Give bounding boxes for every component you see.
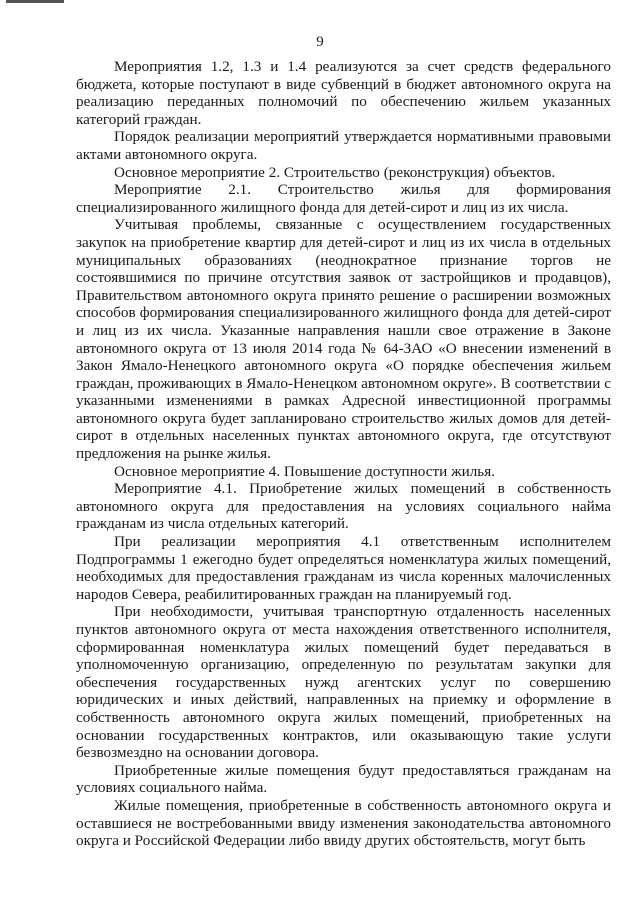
paragraph-nomenclature: При реализации мероприятия 4.1 ответственным исполнителем Подпрограммы 1 ежегодно будет определяться номенклатура жилых помещений, необходимых для предоставления гражданам из числа коренных малочисленных народов Севера, реабилитированных граждан на планируемый год. [76,533,611,603]
paragraph-social-rent: Приобретенные жилые помещения будут предоставляться гражданам на условиях социального найма. [76,761,611,797]
paragraph-measure-4-1: Мероприятие 4.1. Приобретение жилых помещений в собственность автономного округа для предоставления на условиях социального найма гражданам из числа отдельных категорий. [76,480,611,533]
paragraph-procurement-problems: Учитывая проблемы, связанные с осуществлением государственных закупок на приобретение квартир для детей-сирот и лиц из их числа в отдельных муниципальных образованиях (неоднократное признание торгов не состоявшимися по причине отсутствия заявок от застройщиков и продавцов), Правительством автономного округа принято решение о расширении возможных способов формирования специализированного жилищного фонда для детей-сирот и лиц из их числа. Указанные направления нашли свое отражение в Законе автономного округа от 13 июля 2014 года № 64-ЗАО «О внесении изменений в Закон Ямало-Ненецкого автономного округа «О порядке обеспечения жильем граждан, проживающих в Ямало-Ненецком автономном округе». В соответствии с указанными изменениями в рамках Адресной инвестиционной программы автономного округа будет запланировано строительство жилых домов для детей-сирот в отдельных населенных пунктах автономного округа, где отсутствуют предложения на рынке жилья. [76,216,611,463]
page-number: 9 [316,34,324,50]
paragraph-unclaimed-housing: Жилые помещения, приобретенные в собственность автономного округа и оставшиеся не востребованными ввиду изменения законодательства автономного округа и Российской Федерации либо ввиду других обстоятельств, могут быть [76,796,611,850]
paragraph-procedure: Порядок реализации мероприятий утверждается нормативными правовыми актами автономного округа. [76,128,611,163]
paragraph-authorized-organization: При необходимости, учитывая транспортную отдаленность населенных пунктов автономного округа от места нахождения ответственного исполнителя, сформированная номенклатура жилых помещений будет передаваться в уполномоченную организацию, определенную по результатам закупки для обеспечения государственных нужд агентских услуг по совершению юридических и иных действий, направленных на приемку и оформление в собственность автономного округа жилых помещений, приобретенных на основании государственных контрактов, или оказывающую такие услуги безвозмездно на основании договора. [76,603,611,762]
paragraph-main-measure-2: Основное мероприятие 2. Строительство (реконструкция) объектов. [114,163,556,181]
scan-edge-mark [6,0,64,3]
paragraph-funding: Мероприятия 1.2, 1.3 и 1.4 реализуются за счет средств федерального бюджета, которые поступают в виде субвенций в бюджет автономного округа на реализацию переданных полномочий по обеспечению жильем указанных категорий граждан. [76,58,611,128]
paragraph-main-measure-4: Основное мероприятие 4. Повышение доступности жилья. [114,462,495,480]
paragraph-measure-2-1: Мероприятие 2.1. Строительство жилья для формирования специализированного жилищного фонда для детей-сирот и лиц из их числа. [76,181,611,216]
body-text [76,58,611,850]
